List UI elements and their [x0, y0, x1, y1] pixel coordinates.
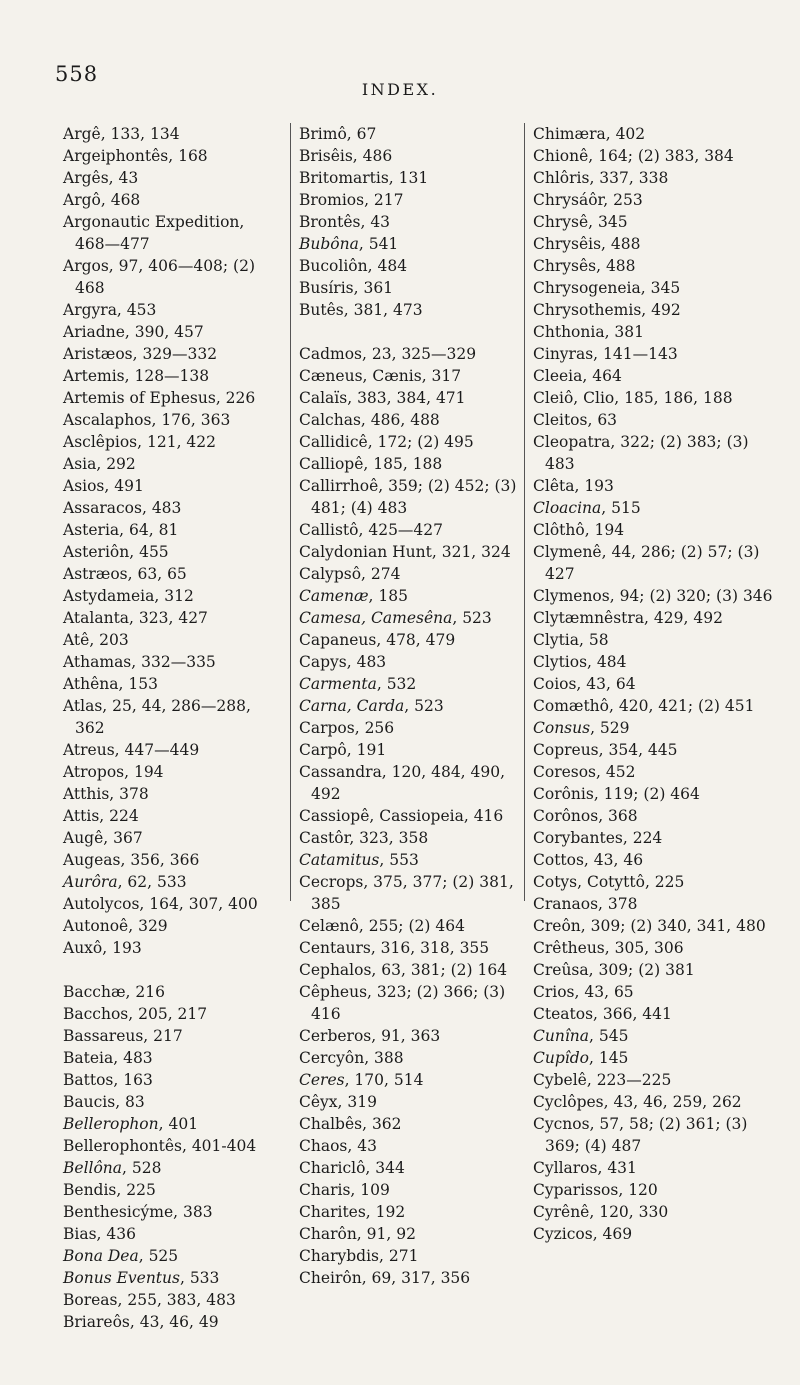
letter-group-gap	[299, 321, 521, 343]
index-entry: Battos, 163	[63, 1071, 153, 1089]
index-entry-name: Carmenta	[299, 675, 377, 693]
index-entry: Atreus, 447—449	[63, 741, 200, 759]
index-entry: Cteatos, 366, 441	[533, 1005, 672, 1023]
index-entry: Cercyôn, 388	[299, 1049, 404, 1067]
index-entry: Asios, 491	[63, 477, 144, 495]
index-entry: Crios, 43, 65	[533, 983, 634, 1001]
index-entry: Bateia, 483	[63, 1049, 153, 1067]
index-entry: Brimô, 67	[299, 125, 377, 143]
index-entry: Artemis of Ephesus, 226	[63, 389, 256, 407]
index-entry: Argyra, 453	[63, 301, 157, 319]
index-entry-name: Consus	[533, 719, 591, 737]
letter-group-gap	[63, 959, 278, 981]
index-column-3	[524, 123, 773, 1243]
index-entry: Cêyx, 319	[299, 1093, 377, 1111]
index-entry: Cottos, 43, 46	[533, 851, 644, 869]
index-entry: Carpos, 256	[299, 719, 395, 737]
index-entry: Bonus Eventus, 533	[63, 1269, 220, 1287]
index-entry: Cecrops, 375, 377; (2) 381, 385	[299, 873, 514, 913]
index-entry: Catamitus, 553	[299, 851, 419, 869]
index-entry: Cephalos, 63, 381; (2) 164	[299, 961, 508, 979]
index-entry: Clytia, 58	[533, 631, 609, 649]
index-entry: Crêtheus, 305, 306	[533, 939, 684, 957]
index-entry: Cleitos, 63	[533, 411, 618, 429]
index-column-1	[63, 123, 278, 1333]
index-entry: Carna, Carda, 523	[299, 697, 444, 715]
index-entry: Argês, 43	[63, 169, 139, 187]
index-entry: Bacchæ, 216	[63, 983, 165, 1001]
index-entry: Calydonian Hunt, 321, 324	[299, 543, 511, 561]
index-entry-name: Catamitus	[299, 851, 380, 869]
index-entry: Bias, 436	[63, 1225, 136, 1243]
index-entry: Astydameia, 312	[63, 587, 194, 605]
index-entry: Ascalaphos, 176, 363	[63, 411, 231, 429]
index-entry: Brontês, 43	[299, 213, 391, 231]
index-entry: Athêna, 153	[63, 675, 158, 693]
index-entry: Boreas, 255, 383, 483	[63, 1291, 236, 1309]
index-entry: Augeas, 356, 366	[63, 851, 200, 869]
index-entry: Athamas, 332—335	[63, 653, 216, 671]
index-entry: Atlas, 25, 44, 286—288, 362	[63, 697, 251, 737]
index-entry: Asteriôn, 455	[63, 543, 169, 561]
index-entry: Auxô, 193	[63, 939, 142, 957]
index-entry: Artemis, 128—138	[63, 367, 210, 385]
index-entry: Camesa, Camesêna, 523	[299, 609, 492, 627]
index-entry: Capaneus, 478, 479	[299, 631, 456, 649]
index-entry: Capys, 483	[299, 653, 387, 671]
index-entry: Benthesicýme, 383	[63, 1203, 213, 1221]
index-entry: Cleeia, 464	[533, 367, 622, 385]
index-entry: Cassandra, 120, 484, 490, 492	[299, 763, 506, 803]
index-entry: Cloacina, 515	[533, 499, 641, 517]
page-number: 558	[55, 62, 99, 86]
index-entry: Argeiphontês, 168	[63, 147, 208, 165]
index-entry: Chrysêis, 488	[533, 235, 641, 253]
index-entry: Assaracos, 483	[63, 499, 182, 517]
index-entry: Argô, 468	[63, 191, 141, 209]
index-entry: Cycnos, 57, 58; (2) 361; (3) 369; (4) 487	[533, 1115, 748, 1155]
index-entry: Corybantes, 224	[533, 829, 663, 847]
index-entry: Chrysês, 488	[533, 257, 636, 275]
index-entry: Ariadne, 390, 457	[63, 323, 204, 341]
index-entry: Chlôris, 337, 338	[533, 169, 669, 187]
index-entry: Autolycos, 164, 307, 400	[63, 895, 258, 913]
index-entry: Cyparissos, 120	[533, 1181, 658, 1199]
index-entry: Charybdis, 271	[299, 1247, 419, 1265]
index-entry: Castôr, 323, 358	[299, 829, 429, 847]
index-entry: Cadmos, 23, 325—329	[299, 345, 477, 363]
index-entry: Briareôs, 43, 46, 49	[63, 1313, 219, 1331]
index-entry: Chrysothemis, 492	[533, 301, 681, 319]
index-entry: Chthonia, 381	[533, 323, 645, 341]
index-entry: Calliopê, 185, 188	[299, 455, 443, 473]
index-entry: Argonautic Expedition, 468—477	[63, 213, 245, 253]
index-entry: Cupîdo, 145	[533, 1049, 629, 1067]
index-entry: Bellerophontês, 401-404	[63, 1137, 257, 1155]
index-entry: Cæneus, Cænis, 317	[299, 367, 462, 385]
index-entry: Chimæra, 402	[533, 125, 646, 143]
index-entry: Chrysê, 345	[533, 213, 628, 231]
index-entry: Argê, 133, 134	[63, 125, 180, 143]
index-entry: Bona Dea, 525	[63, 1247, 179, 1265]
index-entry: Aristæos, 329—332	[63, 345, 218, 363]
index-entry: Astræos, 63, 65	[63, 565, 187, 583]
index-entry-name: Camenæ	[299, 587, 369, 605]
index-entry: Calaïs, 383, 384, 471	[299, 389, 466, 407]
index-entry: Cyzicos, 469	[533, 1225, 633, 1243]
index-entry-name: Aurôra	[63, 873, 118, 891]
index-entry: Clêta, 193	[533, 477, 614, 495]
index-entry: Atalanta, 323, 427	[63, 609, 208, 627]
index-entry: Argos, 97, 406—408; (2) 468	[63, 257, 256, 297]
index-entry: Carmenta, 532	[299, 675, 417, 693]
index-entry: Cyclôpes, 43, 46, 259, 262	[533, 1093, 742, 1111]
index-entry: Butês, 381, 473	[299, 301, 423, 319]
index-entry: Coresos, 452	[533, 763, 636, 781]
index-entry: Cleiô, Clio, 185, 186, 188	[533, 389, 733, 407]
index-entry: Cheirôn, 69, 317, 356	[299, 1269, 471, 1287]
index-entry: Chrysáôr, 253	[533, 191, 643, 209]
index-entry: Asia, 292	[63, 455, 136, 473]
index-entry: Clytæmnêstra, 429, 492	[533, 609, 723, 627]
index-entry: Bubôna, 541	[299, 235, 399, 253]
index-entry: Atthis, 378	[63, 785, 149, 803]
index-entry: Cinyras, 141—143	[533, 345, 678, 363]
index-entry: Cotys, Cotyttô, 225	[533, 873, 685, 891]
index-entry: Callirrhoê, 359; (2) 452; (3) 481; (4) 483	[299, 477, 517, 517]
index-entry: Consus, 529	[533, 719, 630, 737]
index-entry: Asteria, 64, 81	[63, 521, 179, 539]
index-entry: Cleopatra, 322; (2) 383; (3) 483	[533, 433, 749, 473]
index-entry: Ceres, 170, 514	[299, 1071, 424, 1089]
index-entry: Coios, 43, 64	[533, 675, 636, 693]
index-entry: Clymenos, 94; (2) 320; (3) 346	[533, 587, 773, 605]
running-head: INDEX.	[361, 80, 439, 99]
index-entry-name: Cloacina	[533, 499, 602, 517]
index-entry: Charôn, 91, 92	[299, 1225, 416, 1243]
index-entry: Cyrênê, 120, 330	[533, 1203, 669, 1221]
index-entry: Atropos, 194	[63, 763, 164, 781]
index-entry: Bassareus, 217	[63, 1027, 183, 1045]
index-entry: Callistô, 425—427	[299, 521, 444, 539]
index-entry: Bacchos, 205, 217	[63, 1005, 208, 1023]
index-entry-name: Cunîna	[533, 1027, 590, 1045]
index-entry: Centaurs, 316, 318, 355	[299, 939, 490, 957]
index-entry: Charis, 109	[299, 1181, 390, 1199]
index-entry: Bendis, 225	[63, 1181, 156, 1199]
index-entry: Attis, 224	[63, 807, 139, 825]
index-entry: Brisêis, 486	[299, 147, 393, 165]
index-entry: Baucis, 83	[63, 1093, 145, 1111]
index-entry: Callidicê, 172; (2) 495	[299, 433, 474, 451]
index-entry-name: Camesa, Camesêna	[299, 609, 453, 627]
index-column-2	[290, 123, 521, 1287]
index-entry: Aurôra, 62, 533	[63, 873, 187, 891]
index-entry: Carpô, 191	[299, 741, 387, 759]
index-entry: Cerberos, 91, 363	[299, 1027, 441, 1045]
index-entry: Charites, 192	[299, 1203, 406, 1221]
index-entry: Corônos, 368	[533, 807, 638, 825]
index-entry: Cunîna, 545	[533, 1027, 629, 1045]
index-entry: Calypsô, 274	[299, 565, 401, 583]
index-entry: Corônis, 119; (2) 464	[533, 785, 700, 803]
index-entry-name: Bellerophon	[63, 1115, 159, 1133]
index-entry-name: Bonus Eventus	[63, 1269, 180, 1287]
index-entry: Atê, 203	[63, 631, 129, 649]
index-entry-name: Bona Dea	[63, 1247, 139, 1265]
index-entry: Autonoê, 329	[63, 917, 168, 935]
index-entry: Copreus, 354, 445	[533, 741, 678, 759]
index-entry: Busíris, 361	[299, 279, 394, 297]
index-entry: Clôthô, 194	[533, 521, 625, 539]
index-entry: Calchas, 486, 488	[299, 411, 440, 429]
index-entry-name: Carna, Carda	[299, 697, 405, 715]
index-entry: Chrysogeneia, 345	[533, 279, 681, 297]
index-entry: Asclêpios, 121, 422	[63, 433, 217, 451]
index-entry: Clymenê, 44, 286; (2) 57; (3) 427	[533, 543, 760, 583]
index-entry: Britomartis, 131	[299, 169, 429, 187]
index-entry: Cybelê, 223—225	[533, 1071, 672, 1089]
index-entry: Clytios, 484	[533, 653, 627, 671]
index-entry: Cranaos, 378	[533, 895, 638, 913]
index-entry: Chalbês, 362	[299, 1115, 402, 1133]
index-entry: Bellôna, 528	[63, 1159, 162, 1177]
index-entry: Celænô, 255; (2) 464	[299, 917, 465, 935]
index-entry-name: Ceres	[299, 1071, 345, 1089]
index-entry: Chaos, 43	[299, 1137, 377, 1155]
index-entry: Chionê, 164; (2) 383, 384	[533, 147, 734, 165]
index-entry: Cyllaros, 431	[533, 1159, 637, 1177]
index-entry: Bromios, 217	[299, 191, 404, 209]
index-entry: Augê, 367	[63, 829, 143, 847]
index-entry: Camenæ, 185	[299, 587, 408, 605]
index-entry-name: Bubôna	[299, 235, 359, 253]
index-entry: Bucoliôn, 484	[299, 257, 408, 275]
index-entry: Cêpheus, 323; (2) 366; (3) 416	[299, 983, 506, 1023]
index-entry: Creôn, 309; (2) 340, 341, 480	[533, 917, 766, 935]
index-entry: Chariclô, 344	[299, 1159, 405, 1177]
index-entry-name: Bellôna	[63, 1159, 123, 1177]
index-entry: Cassiopê, Cassiopeia, 416	[299, 807, 504, 825]
index-entry: Comæthô, 420, 421; (2) 451	[533, 697, 755, 715]
index-entry: Creûsa, 309; (2) 381	[533, 961, 695, 979]
index-entry-name: Cupîdo	[533, 1049, 589, 1067]
index-entry: Bellerophon, 401	[63, 1115, 199, 1133]
